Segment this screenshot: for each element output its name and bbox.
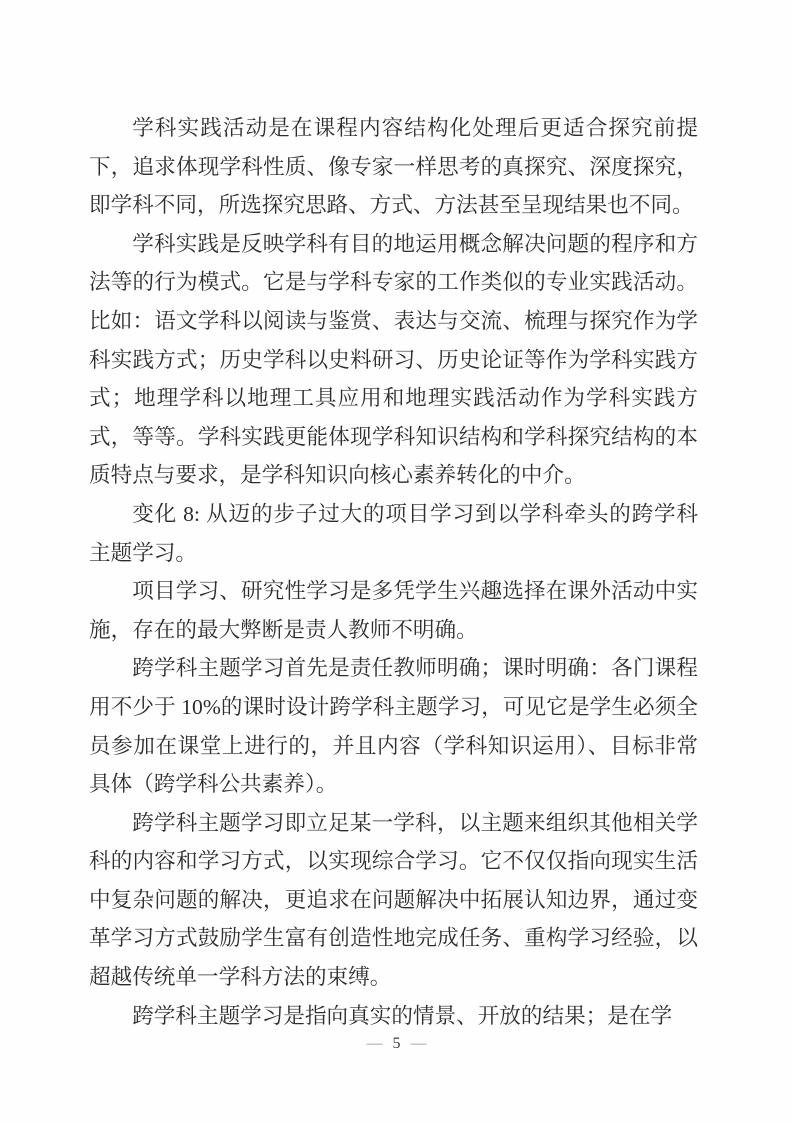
paragraph: 学科实践活动是在课程内容结构化处理后更适合探究前提下，追求体现学科性质、像专家一样思考的真探究、深度探究，即学科不同，所选探究思路、方式、方法甚至呈现结果也不同。 bbox=[89, 116, 698, 218]
document-body bbox=[89, 109, 698, 1035]
footer-dash-right: — bbox=[410, 1035, 427, 1052]
paragraph: 项目学习、研究性学习是多凭学生兴趣选择在课外活动中实施，存在的最大弊断是责人教师不明确。 bbox=[89, 579, 698, 642]
footer-dash-left: — bbox=[366, 1035, 383, 1052]
paragraph: 跨学科主题学习是指向真实的情景、开放的结果；是在学 bbox=[132, 1003, 673, 1028]
paragraph: 跨学科主题学习即立足某一学科，以主题来组织其他相关学科的内容和学习方式，以实现综合学习。它不仅仅指向现实生活中复杂问题的解决，更追求在问题解决中拓展认知边界，通过变革学习方式鼓励学生富有创造性地完成任务、重构学习经验，以超越传统单一学科方法的束缚。 bbox=[89, 810, 698, 990]
paragraph: 变化 8: 从迈的步子过大的项目学习到以学科牵头的跨学科主题学习。 bbox=[89, 501, 698, 565]
paragraph: 学科实践是反映学科有目的地运用概念解决问题的程序和方法等的行为模式。它是与学科专家的工作类似的专业实践活动。比如：语文学科以阅读与鉴赏、表达与交流、梳理与探究作为学科实践方式；历史学科以史料研习、历史论证等作为学科实践方式；地理学科以地理工具应用和地理实践活动作为学科实践方式，等等。学科实践更能体现学科知识结构和学科探究结构的本质特点与要求，是学科知识向核心素养转化的中介。 bbox=[89, 231, 698, 488]
page-footer bbox=[0, 1033, 793, 1055]
page-number: 5 bbox=[392, 1035, 401, 1052]
paragraph: 跨学科主题学习首先是责任教师明确；课时明确：各门课程用不少于 10%的课时设计跨学科主题学习，可见它是学生必须全员参加在课堂上进行的，并且内容（学科知识运用）、目标非常具体（跨学科公共素养）。 bbox=[89, 656, 698, 797]
